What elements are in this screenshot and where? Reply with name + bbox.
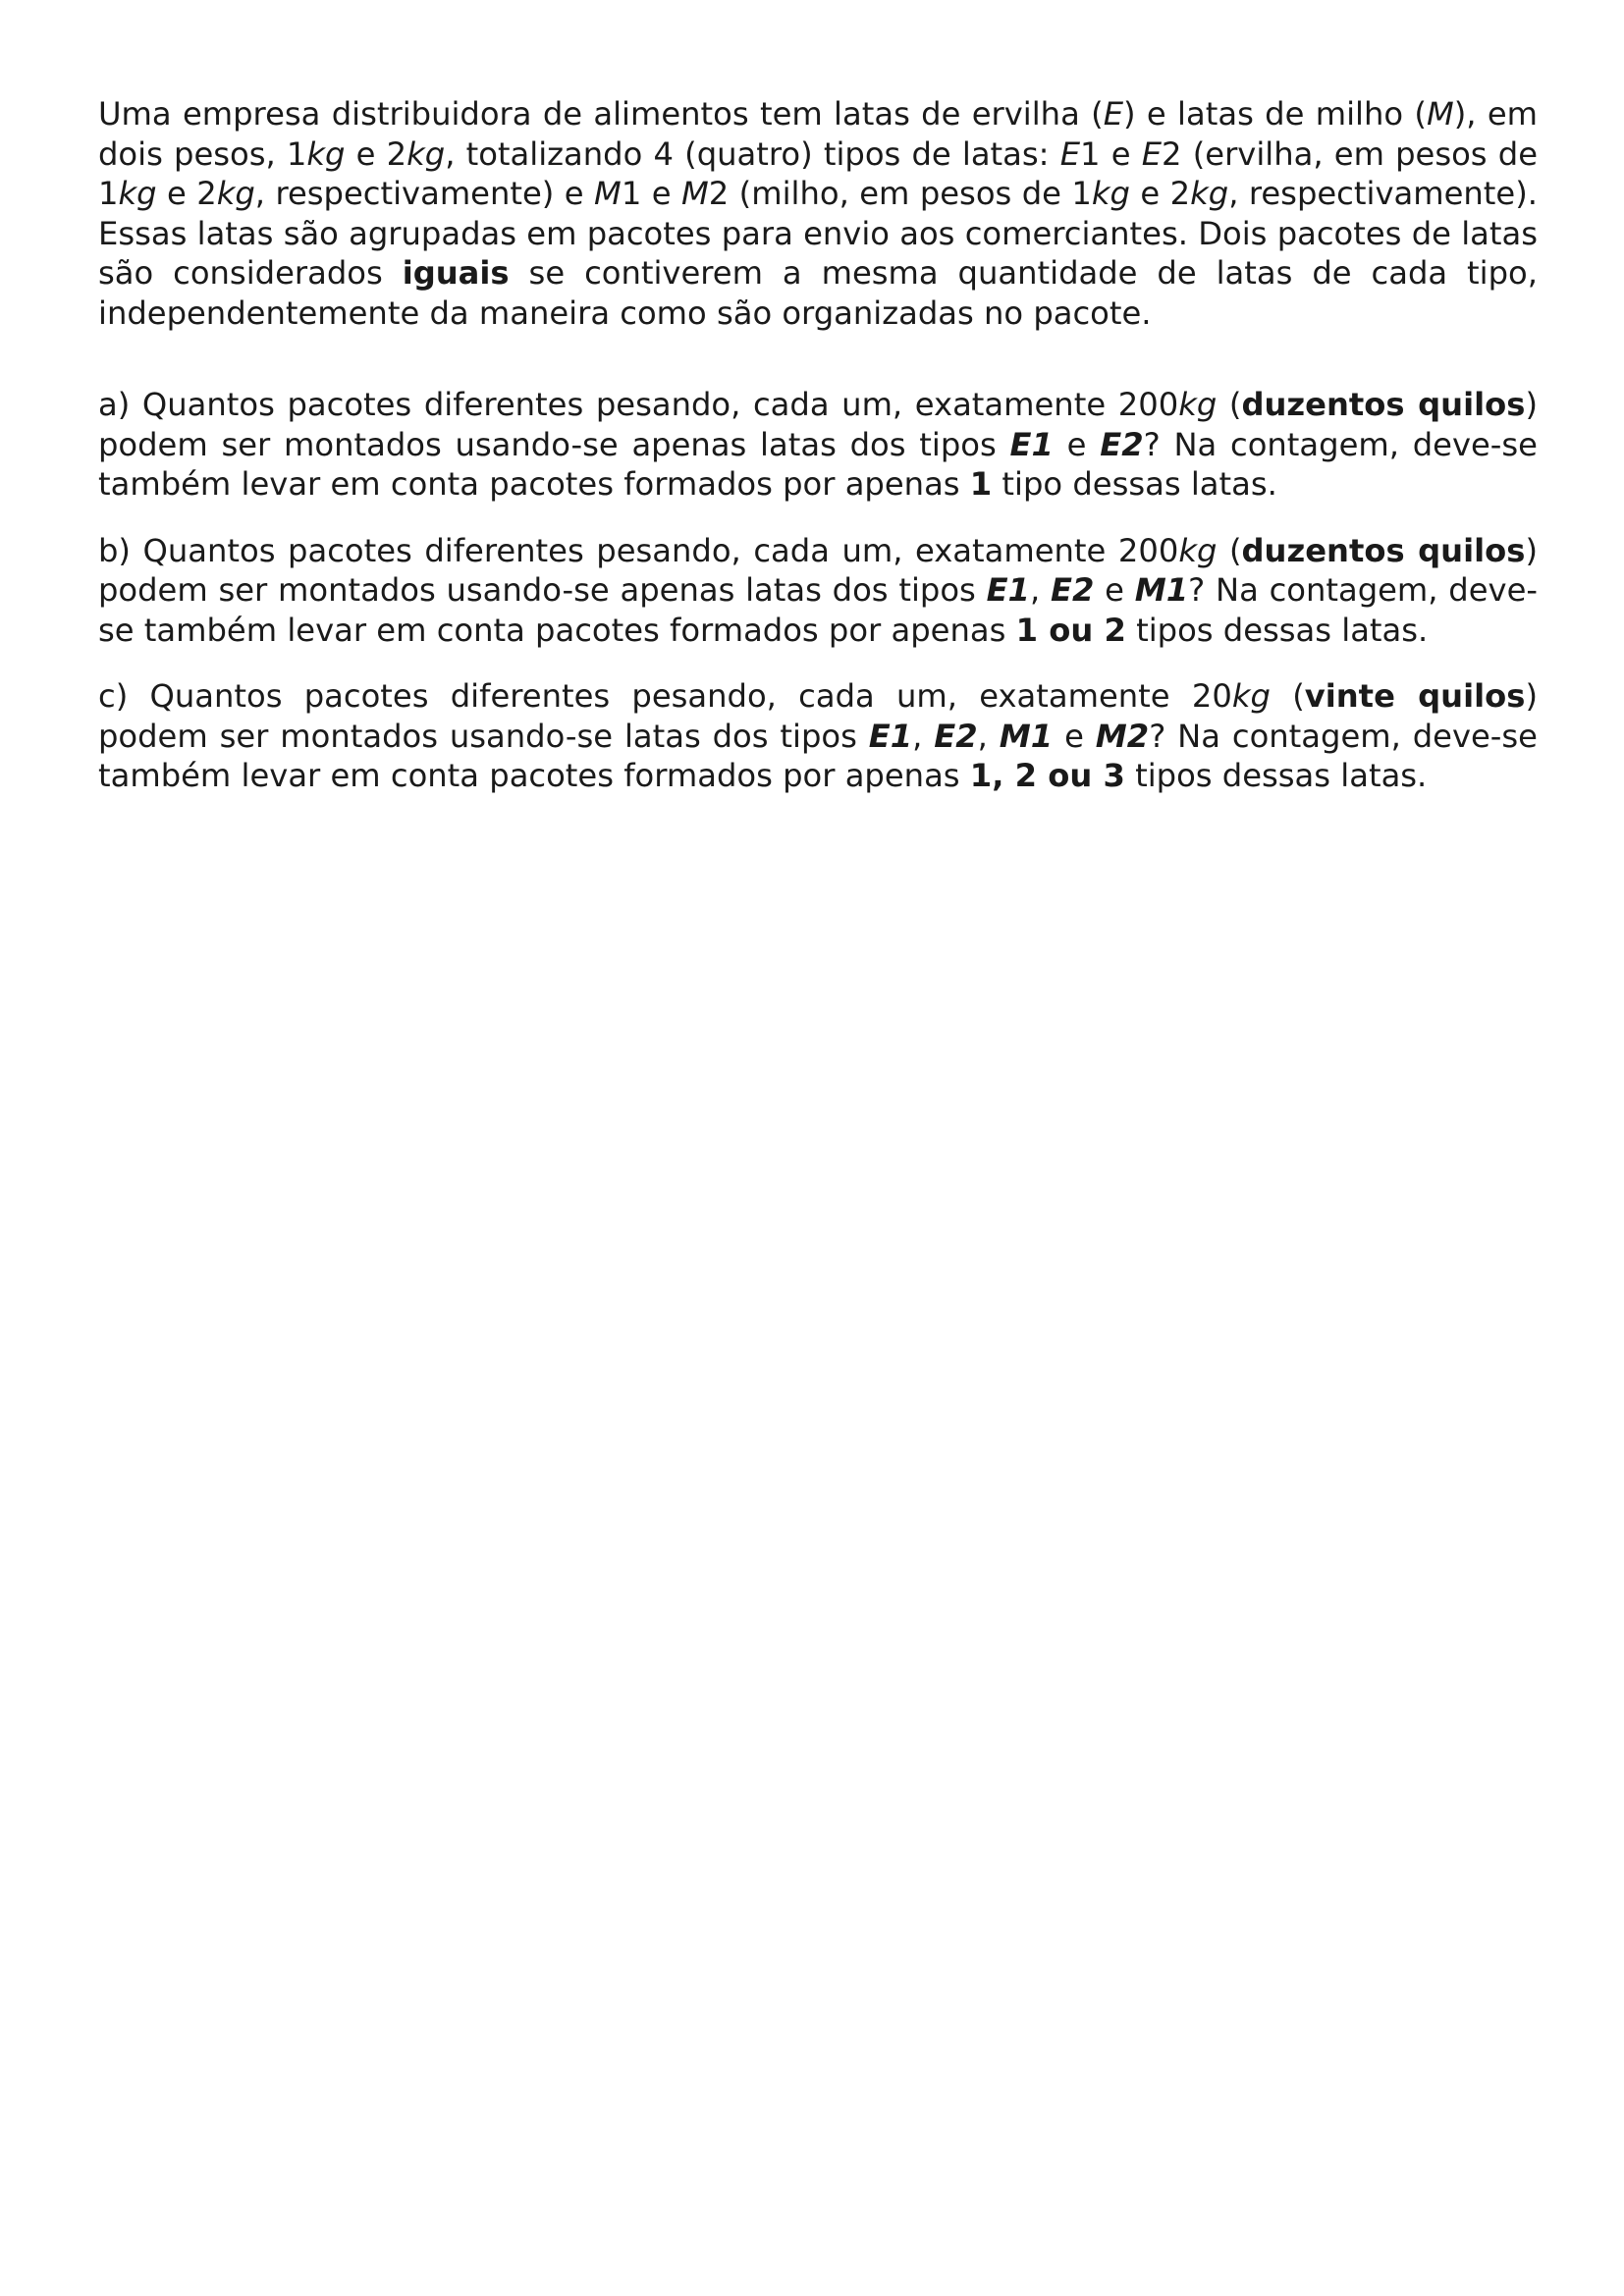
intro-text: se contiverem a mesma quantidade de latas de cada tipo, independentemente da maneira como são organizadas no pacote. [98,254,1538,332]
emphasis-count: 1, 2 ou 3 [969,757,1125,794]
question-text: ? Na contagem, deve-se também levar em conta pacotes formados por apenas [98,425,1538,503]
emphasis-weight: duzentos quilos [1241,386,1526,423]
question-text: ) podem ser montados usando-se apenas latas dos tipos [98,386,1538,463]
question-text: tipo dessas latas. [992,465,1277,503]
question-text: c) Quantos pacotes diferentes pesando, cada um, exatamente 20 [98,677,1232,715]
intro-text: 1 e [1080,134,1142,173]
unit-kg: kg [306,134,346,173]
question-text: , [1029,571,1051,609]
question-text: b) Quantos pacotes diferentes pesando, cada um, exatamente 200 [98,531,1179,569]
intro-text: e 2 [156,175,217,212]
intro-text: , respectivamente). Essas latas são agrupadas em pacotes para envio aos comerciantes. Dois pacotes de latas são considerados [98,175,1538,292]
emphasis-count: 1 [969,465,993,503]
question-text: e [1094,571,1135,609]
intro-text: 2 (ervilha, em pesos de 1 [98,134,1538,212]
unit-kg: kg [1091,175,1130,212]
type-M1: M1 [999,717,1054,755]
question-text: e [1053,717,1096,755]
question-text: tipos dessas latas. [1124,757,1428,794]
document-page [98,94,1538,796]
question-text: ( [1217,531,1242,569]
type-E1: E1 [868,717,913,755]
unit-kg: kg [216,175,255,212]
type-E2: E2 [934,717,978,755]
intro-text: e 2 [345,134,407,173]
unit-kg: kg [1231,677,1271,715]
math-E: E [1103,95,1124,133]
math-M: M [680,175,709,212]
question-text: a) Quantos pacotes diferentes pesando, cada um, exatamente 200 [98,386,1179,423]
emphasis-iguais: iguais [402,254,510,292]
question-text: ) podem ser montados usando-se latas dos tipos [98,677,1538,755]
question-text: e [1053,425,1101,463]
math-M: M [1426,95,1454,133]
intro-text: ) e latas de milho ( [1123,95,1427,133]
type-E2: E2 [1050,571,1095,609]
intro-text: 2 (milho, em pesos de 1 [708,175,1092,212]
question-text: , [912,717,935,755]
math-E: E [1059,134,1081,173]
question-a [98,385,1538,505]
question-text: ( [1270,677,1305,715]
type-M1: M1 [1134,571,1189,609]
emphasis-weight: duzentos quilos [1241,531,1526,569]
type-E1: E1 [1009,425,1054,463]
unit-kg: kg [1178,386,1218,423]
question-c [98,676,1538,796]
intro-text: e 2 [1129,175,1191,212]
type-M2: M2 [1095,717,1150,755]
question-text: ? Na contagem, deve-se também levar em conta pacotes formados por apenas [98,571,1538,649]
emphasis-weight: vinte quilos [1304,677,1526,715]
unit-kg: kg [406,134,446,173]
question-b [98,531,1538,651]
question-text: ( [1217,386,1242,423]
intro-text: Uma empresa distribuidora de alimentos tem latas de ervilha ( [98,95,1104,133]
math-M: M [594,175,622,212]
unit-kg: kg [1190,175,1229,212]
intro-text: 1 e [621,175,681,212]
intro-paragraph [98,94,1538,333]
intro-text: , respectivamente) e [254,175,595,212]
unit-kg: kg [1178,531,1218,569]
question-text: , [977,717,1000,755]
type-E1: E1 [986,571,1030,609]
intro-text: , totalizando 4 (quatro) tipos de latas: [445,134,1060,173]
math-E: E [1141,134,1163,173]
type-E2: E2 [1100,425,1144,463]
question-text: ) podem ser montados usando-se apenas latas dos tipos [98,531,1538,609]
unit-kg: kg [118,175,157,212]
emphasis-count: 1 ou 2 [1015,611,1126,649]
question-text: tipos dessas latas. [1125,611,1429,649]
question-text: ? Na contagem, deve-se também levar em conta pacotes formados por apenas [98,717,1538,794]
intro-text: ), em dois pesos, 1 [98,95,1538,173]
